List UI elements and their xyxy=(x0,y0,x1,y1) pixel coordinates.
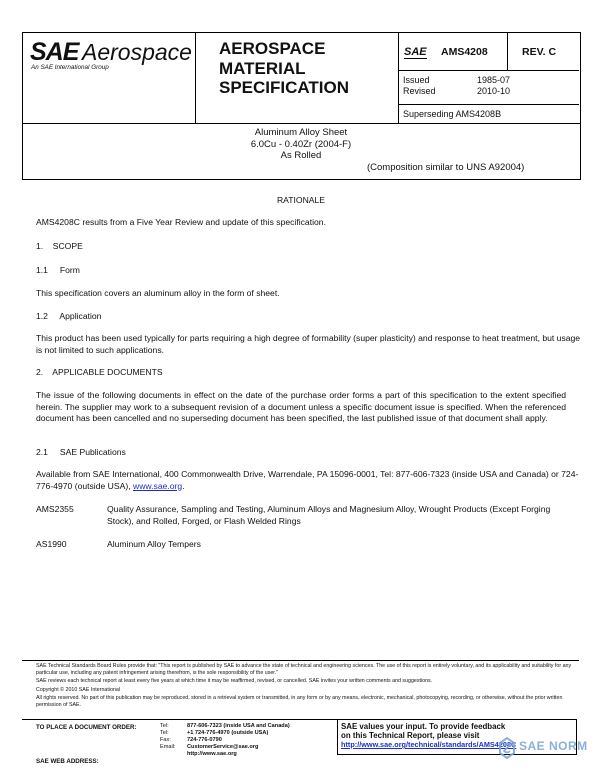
revision: REV. C xyxy=(522,46,557,58)
title-line-1: AEROSPACE xyxy=(219,39,326,58)
watermark-text: SAE NORM xyxy=(519,739,588,753)
review-text: SAE reviews each technical report at least every five years at which time it may be reaffirmed, revised, or cancelled. SAE invites your written comments and suggestions. xyxy=(36,678,433,685)
header-divider-5 xyxy=(398,104,579,105)
feedback-line-2: on this Technical Report, please visit xyxy=(341,731,480,740)
section-1-1-text: This specification covers an aluminum alloy in the form of sheet. xyxy=(36,288,280,298)
title-line-3: SPECIFICATION xyxy=(219,78,350,97)
feedback-line-1: SAE values your input. To provide feedback xyxy=(341,722,506,731)
section-2-1-heading: 2.1 SAE Publications xyxy=(36,447,126,457)
revised-date: 2010-10 xyxy=(477,86,511,96)
contact-table xyxy=(160,723,290,758)
logo-sae: SAE xyxy=(30,38,79,66)
footer-divider xyxy=(22,660,579,661)
web-address-label: SAE WEB ADDRESS: xyxy=(36,758,99,765)
policy-text: SAE Technical Standards Board Rules provide that: "This report is published by SAE to advance the state of technical and engineering sciences. The use of this report is entirely voluntary, and its applicability and suitability for any particular use, including any patent infringement arising therefrom, is the sole responsibility of the user." xyxy=(36,663,572,676)
rights-text: All rights reserved. No part of this publication may be reproduced, stored in a retrieval system or transmitted, in any form or by any means, electronic, mechanical, photocopying, recording, or otherwise, without the prior written permission of SAE. xyxy=(36,695,563,708)
section-2-heading: 2. APPLICABLE DOCUMENTS xyxy=(36,367,163,377)
title-line-2: MATERIAL xyxy=(219,58,306,78)
section-1-heading: 1. SCOPE xyxy=(36,241,83,251)
header-divider-1 xyxy=(195,32,196,123)
reference-title: Quality Assurance, Sampling and Testing, Aluminum Alloys and Magnesium Alloy, Wrought Products (Except Forging Stock), and Rolled, Forged, or Flash Welded Rings xyxy=(107,504,551,526)
reference-code: AS1990 xyxy=(36,539,67,549)
sae-norm-watermark xyxy=(498,735,588,765)
contact-divider xyxy=(22,719,339,720)
section-1-2-text: This product has been used typically for parts requiring a high degree of formability (super plasticity) and response to heat treatment, but usage is not limited to such applications. xyxy=(36,333,581,355)
revised-label: Revised xyxy=(403,86,436,96)
section-2-1-text xyxy=(36,469,581,492)
document-type-title xyxy=(219,39,349,98)
fax-label: Fax: xyxy=(160,737,171,743)
watermark-icon xyxy=(498,737,516,759)
tel2-value: +1 724-776-4970 (outside USA) xyxy=(187,730,269,736)
sae-address: Available from SAE International, 400 Commonwealth Drive, Warrendale, PA 15096-0001, Tel: 877-606-7323 (inside USA and Canada) or 724-776-4970 (outside USA), xyxy=(36,469,579,491)
header-divider-3 xyxy=(507,32,508,70)
copyright-text: Copyright © 2010 SAE International xyxy=(36,686,120,693)
email-label: Email: xyxy=(160,744,176,750)
reference-title: Aluminum Alloy Tempers xyxy=(107,539,201,549)
fax-value: 724-776-0790 xyxy=(187,737,222,743)
section-1-2-heading: 1.2 Application xyxy=(36,311,102,321)
issued-label: Issued xyxy=(403,75,430,85)
rationale-heading: RATIONALE xyxy=(276,195,326,205)
sae-aerospace-logo xyxy=(30,38,190,74)
tel-label: Tel: xyxy=(160,723,169,729)
product-title xyxy=(22,127,580,162)
header-divider-4 xyxy=(398,70,579,71)
product-line-1: Aluminum Alloy Sheet xyxy=(254,127,348,138)
composition-note: (Composition similar to UNS A92004) xyxy=(367,162,525,173)
section-2-text: The issue of the following documents in effect on the date of the purchase order forms a part of this specification to the extent specified herein. The supplier may work to a subsequent revision of a document unless a specific document issue is specified. When the referenced document has been cancelled and no superseding document has been specified, the last published issue of that document shall apply. xyxy=(36,390,566,423)
small-sae-logo: SAE xyxy=(404,46,427,58)
web-value[interactable]: http://www.sae.org xyxy=(187,751,237,757)
product-line-3: As Rolled xyxy=(280,150,322,161)
order-label: TO PLACE A DOCUMENT ORDER: xyxy=(36,724,137,731)
email-value[interactable]: CustomerService@sae.org xyxy=(187,744,259,750)
footer-notice xyxy=(36,663,578,709)
superseding: Superseding AMS4208B xyxy=(403,109,502,119)
doc-number: AMS4208 xyxy=(441,46,488,58)
product-line-2: 6.0Cu - 0.40Zr (2004-F) xyxy=(250,138,352,150)
logo-aerospace: Aerospace xyxy=(82,39,192,65)
section-1-1-heading: 1.1 Form xyxy=(36,265,80,275)
reference-code: AMS2355 xyxy=(36,504,74,514)
sae-website-link[interactable]: www.sae.org xyxy=(132,480,183,491)
logo-tagline: An SAE International Group xyxy=(31,64,109,71)
rationale-text: AMS4208C results from a Five Year Review and update of this specification. xyxy=(36,217,326,227)
feedback-link[interactable]: http://www.sae.org/technical/standards/AMS4208C xyxy=(341,740,517,749)
sae-address-end: . xyxy=(182,480,185,491)
tel-value: 877-606-7323 (inside USA and Canada) xyxy=(187,723,290,729)
issued-date: 1985-07 xyxy=(477,75,511,85)
tel2-label: Tel: xyxy=(160,730,169,736)
header-divider-2 xyxy=(398,32,399,123)
